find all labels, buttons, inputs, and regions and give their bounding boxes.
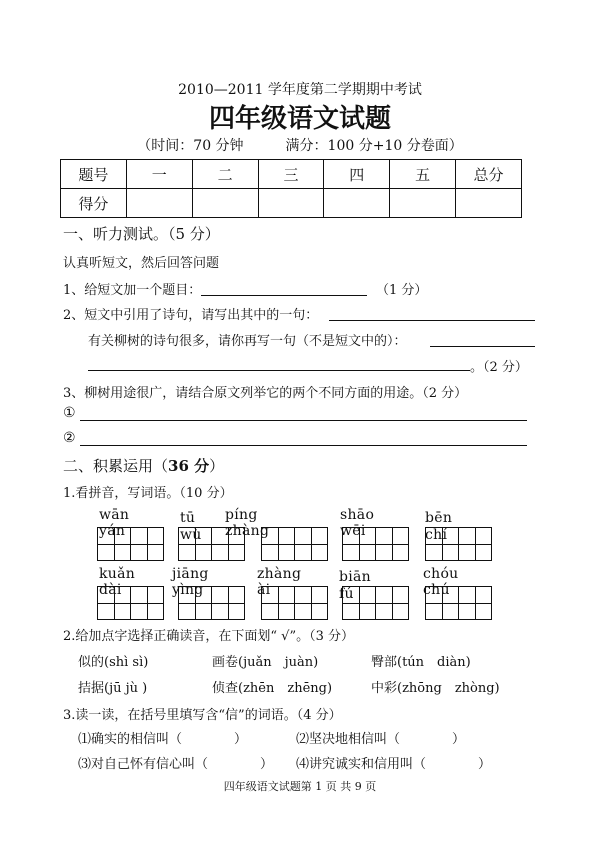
question-2b: 有关柳树的诗句很多，请你再写一句（不是短文中的）：	[88, 334, 407, 349]
score-value-row	[61, 189, 522, 218]
score-label: 得分	[61, 189, 127, 218]
question-2-end: 。（2 分）	[470, 360, 528, 375]
char-boxes[interactable]	[97, 586, 163, 620]
answer-line[interactable]	[201, 295, 367, 296]
score-input[interactable]	[258, 189, 324, 218]
score-input[interactable]	[324, 189, 390, 218]
char-boxes[interactable]	[342, 586, 408, 620]
pinyin-question: 1.看拼音，写词语。（10 分）	[63, 486, 233, 501]
score-cell: 五	[390, 160, 456, 189]
fill-item[interactable]: ⑵坚决地相信叫（ ）	[296, 732, 466, 747]
section2-heading-text: 二、积累运用（	[63, 457, 169, 475]
char-boxes[interactable]	[425, 527, 491, 561]
score-input[interactable]	[390, 189, 456, 218]
page-title: 四年级语文试题	[208, 104, 391, 134]
section2-heading	[63, 455, 224, 476]
pinyin-text: kuǎn dài	[99, 566, 136, 598]
reading-item[interactable]: 拮据(jū jù )	[78, 681, 148, 696]
time-line: （时间：70 分钟 满分：100 分+10 分卷面）	[137, 138, 463, 154]
pinyin-text: wān yán	[99, 507, 130, 539]
fill-question: 3.读一读，在括号里填写含“信”的词语。（4 分）	[63, 708, 342, 723]
pinyin-text: píng zhàng	[225, 507, 270, 539]
answer-line[interactable]	[430, 346, 535, 347]
section1-heading: 一、听力测试。（5 分）	[63, 225, 220, 243]
char-boxes[interactable]	[261, 586, 327, 620]
score-cell: 四	[324, 160, 390, 189]
char-boxes[interactable]	[97, 527, 163, 561]
pinyin-text: tū wù	[180, 510, 210, 543]
pinyin-text: bēn chí	[425, 510, 467, 543]
pinyin-text: jiāng yìng	[172, 566, 209, 598]
answer-line[interactable]	[329, 320, 535, 321]
answer-line[interactable]	[88, 370, 470, 371]
pinyin-text: chóu chú	[423, 566, 459, 598]
fill-item[interactable]: ⑴确实的相信叫（ ）	[78, 732, 248, 747]
circle-2: ②	[63, 430, 76, 446]
reading-item[interactable]: 侦查(zhēn zhēng)	[212, 681, 333, 696]
score-cell: 题号	[61, 160, 127, 189]
score-cell: 三	[258, 160, 324, 189]
reading-item[interactable]: 画卷(juǎn juàn)	[212, 655, 319, 670]
char-boxes[interactable]	[425, 586, 491, 620]
fill-item[interactable]: ⑶对自己怀有信心叫（ ）	[78, 757, 274, 772]
score-header-row	[61, 160, 522, 189]
page-footer: 四年级语文试题第 1 页 共 9 页	[223, 780, 377, 793]
section2-heading-end: ）	[209, 457, 225, 475]
reading-item[interactable]: 中彩(zhōng zhòng)	[371, 681, 500, 696]
score-table	[60, 159, 522, 218]
pinyin-text: shāo wēi	[340, 507, 375, 539]
question-1: 1、给短文加一个题目：	[63, 283, 202, 298]
reading-item[interactable]: 臀部(tún diàn)	[371, 655, 471, 670]
pinyin-text: biān fú	[339, 569, 386, 602]
score-input[interactable]	[126, 189, 192, 218]
score-cell: 总分	[456, 160, 522, 189]
question-1-score: （1 分）	[376, 283, 428, 298]
question-3: 3、柳树用途很广，请结合原文列举它的两个不同方面的用途。（2 分）	[63, 386, 468, 401]
char-boxes[interactable]	[178, 586, 244, 620]
section2-heading-score: 36 分	[168, 457, 210, 475]
char-boxes[interactable]	[342, 527, 408, 561]
char-boxes[interactable]	[261, 527, 327, 561]
score-input[interactable]	[456, 189, 522, 218]
question-2: 2、短文中引用了诗句，请写出其中的一句：	[63, 308, 319, 323]
fill-item[interactable]: ⑷讲究诚实和信用叫（ ）	[296, 757, 492, 772]
reading-question: 2.给加点字选择正确读音，在下面划“ √”。（3 分）	[63, 629, 355, 644]
exam-line: 2010—2011 学年度第二学期期中考试	[178, 82, 422, 98]
score-cell: 一	[126, 160, 192, 189]
answer-line[interactable]	[80, 420, 527, 421]
score-cell: 二	[192, 160, 258, 189]
pinyin-text: zhàng ài	[257, 566, 302, 598]
circle-1: ①	[63, 405, 76, 421]
score-input[interactable]	[192, 189, 258, 218]
reading-item[interactable]: 似的(shì sì)	[78, 655, 149, 670]
answer-line[interactable]	[80, 445, 527, 446]
section1-instruction: 认真听短文，然后回答问题	[63, 256, 220, 271]
